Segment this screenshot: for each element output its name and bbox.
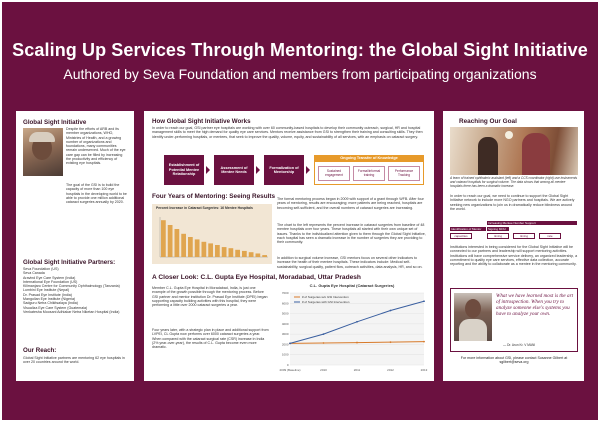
bar-H9 (215, 245, 220, 257)
line-x-tick-label: 2009 (Baseline) (279, 368, 301, 372)
partner-item: Seva Canada (23, 271, 45, 276)
bar-H10 (222, 247, 227, 257)
line-point (356, 342, 358, 344)
goal-heading: Reaching Our Goal (459, 118, 517, 125)
table-header: Increasing Mentee Number Support (487, 221, 577, 225)
results-para3: In addition to surgical volume increase, GSI mentors focus on several other indicators to increase the health of their mentee hospitals. These indicators include: Medical self-sustainability, surgical quality, patient flow, outreach activities, data analysis, HR, and so on. (277, 256, 423, 269)
bar-H6 (195, 239, 200, 257)
poster-title: Scaling Up Services Through Mentoring: the Global Sight Initiative (12, 40, 588, 60)
line-y-tick-label: 7000 (281, 291, 289, 295)
ongoing-item-1: Sustained engagement (318, 166, 350, 181)
bar-H11 (229, 248, 234, 257)
line-point (423, 300, 425, 302)
bar-chart-box (152, 204, 272, 264)
line-chart-title: C.L. Gupta Eye Hospital (Cataract Surgeries) (309, 283, 395, 288)
bar-H16 (262, 255, 267, 257)
line-point (323, 333, 325, 335)
middle-panel (144, 111, 434, 381)
works-heading: How Global Sight Initiative Works (152, 118, 251, 125)
gsi-para2: The goal of the GSI is to build the capacity of more than 100 eye hospitals in the developing world to be able to provide one million additional cataract surgeries annually by 2020. (66, 183, 127, 205)
right-panel (443, 111, 584, 381)
author-body-shape (459, 319, 487, 341)
line-y-tick-label: 6000 (281, 301, 289, 306)
results-para1: The formal mentoring process began in 2009 with support of a grant through WFB. After four years of mentoring, results are encouraging; more patients are being reached, hospitals are becoming self-sufficient, and the overall numbers of cataract surgeries are increasing. (277, 197, 424, 210)
bar-H15 (256, 253, 261, 257)
partner-item: Visualiza Eye Care System (Guatemala) (23, 305, 88, 310)
partners-heading: Global Sight Initiative Partners: (23, 259, 116, 266)
bar-H8 (208, 243, 213, 257)
bar-H1 (161, 220, 166, 257)
table-cell-1: capacities (450, 233, 472, 239)
bar-H7 (202, 242, 207, 257)
partner-item: Dr. Prasad Eye Institute (India) (23, 292, 72, 297)
bar-H14 (249, 252, 254, 257)
gsi-para1: Despite the efforts of ARB and its member organizations, WHO, Ministries of Health, and a growing number of organizations and foundations, many communities remain underserved. Much of the eye care gap can be filled by increasing the productivity and efficiency of existing eye hospitals. (66, 127, 126, 166)
left-panel (16, 111, 134, 381)
flow-arrow-1 (206, 166, 210, 174)
line-point (356, 321, 358, 323)
results-para2: The chart to the left represents the percent increase in cataract surgeries from baseline of 48 mentee hospitals over four years. These hospitals all started with their own unique set of issues. Thanks to the individualized attention given to them through the Global Sight Initiative, each hospital has seen a dramatic increase in the number of surgeries they are providing to their community. (277, 223, 426, 245)
bar-H13 (242, 251, 247, 257)
person-shape-1 (478, 137, 498, 175)
flow-step-2: Assessment of Mentee Needs (214, 155, 254, 185)
line-x-tick-label: 2012 (387, 368, 394, 372)
quote-text: What we have learned most is the art of introspection. When you try to analyze someone else's systems you have to analyze your own. (496, 293, 574, 318)
ongoing-item-3: Performance Tracking (388, 166, 420, 181)
line-x-tick-label: 2013 (420, 368, 428, 372)
bar-chart (152, 215, 272, 263)
ongoing-label: Ongoing Transfer of Knowledge (314, 155, 424, 162)
line-point (323, 342, 325, 344)
line-chart-box (276, 283, 428, 375)
flow-step-3: Formalization of Mentorship (264, 155, 304, 185)
works-text: In order to reach our goal, GSI partner eye hospitals are working with over 60 community-based hospitals to develop their community outreach, surgical, HR and hospital management skills to meet the high demand for quality eye care services. Mentors receive assistance from GSI to strengthen their training and consulting skills. They then identify under-performing hospitals, or mentees, that seek to improve the quality, volume, equity, and sustainability of all services, with an emphasis on cataract surgery. (152, 126, 423, 139)
partner-item: Kilimanjaro Centre for Community Ophthalmology (Tanzania) (23, 284, 120, 289)
lamp-shape (505, 131, 513, 139)
line-point (423, 341, 425, 343)
bar-H2 (168, 225, 173, 257)
line-x-tick-label: 2011 (353, 368, 361, 372)
partners-list (23, 267, 131, 314)
table-col-2: Signing MOU (487, 227, 509, 231)
line-y-tick-label: 4000 (281, 321, 289, 326)
bar-H4 (181, 234, 186, 257)
flow-arrow-2 (256, 166, 260, 174)
bar-chart-title: Percent Increase in Cataract Surgeries: 16 Mentee Hospitals (156, 206, 253, 210)
flow-arrow-3 (306, 166, 310, 174)
line-y-tick-label: 2000 (281, 342, 289, 347)
line-point (289, 343, 291, 345)
photo-caption: A team of trained ophthalmic assistant (left) and a CCS coordinator (right) use instruments and cataract hospitals for surgical volume. The data shows that among all mentee hospitals there has been a dramatic increase. (450, 176, 578, 188)
contact-text: For more information about GSI, please contact Susanne Gilbert at sgilbert@seva.org (460, 356, 568, 365)
table-cell-4: rate (539, 233, 561, 239)
partner-item: Seva Foundation (US) (23, 267, 59, 271)
table-cell-2: timing (487, 233, 509, 239)
partner-item: Sadguru Netra Chikitsalaya (India) (23, 301, 78, 306)
bar-H3 (175, 229, 180, 257)
closer-heading: A Closer Look: C.L. Gupta Eye Hospital, Moradabad, Uttar Pradesh (152, 274, 361, 281)
line-y-tick-label: 3000 (281, 332, 289, 337)
closer-text1: Member C.L. Gupta Eye Hospital in Moradabad, India, is just one example of the growth possible through the mentoring process. Before GSI partner and mentor institution Dr. Prasad Eye Institute (DPEI) began supporting capacity building activities with this hospital, they were performing a little over 2000 cataract surgeries a year. (152, 286, 268, 308)
reach-heading: Our Reach: (23, 347, 57, 354)
reach-text: Global Sight Initiative partners are mentoring 62 eye hospitals in over 20 countries around the world. (23, 356, 125, 365)
hat-shape (29, 132, 55, 142)
quote-box (450, 288, 578, 352)
clinic-photo (450, 127, 578, 175)
legend-label: # of Surgeries with GSI Intervention (302, 300, 350, 304)
poster-subtitle: Authored by Seva Foundation and members from participating organizations (63, 66, 537, 82)
line-chart (276, 289, 428, 375)
partner-item: Aravind Eye Care System (India) (23, 275, 76, 280)
line-y-tick-label: 5000 (281, 311, 289, 316)
partner-item: International Eye Foundation (US) (23, 279, 78, 284)
line-point (390, 310, 392, 312)
person-shape-2 (522, 133, 550, 175)
table-cell-3: timing (513, 233, 535, 239)
quote-author: — Dr. Arun Kr. V MANI (503, 343, 536, 347)
goal-text: In order to reach our goal, we need to continue to support the Global Sight Initiative network to include more NGO partners and hospitals. We are actively seeking new organizations to join us in dramatically reduce blindness around the world. (450, 194, 575, 211)
partner-item: Lumbini Eye Institute (Nepal) (23, 288, 70, 293)
table-col-1: Identification of Mentor (450, 227, 486, 231)
partner-item: Mangolian Eye Institute (Nigeria) (23, 297, 76, 302)
gsi-heading: Global Sight Initiative (23, 119, 87, 126)
child-photo (23, 128, 63, 176)
poster (2, 2, 598, 420)
bar-H5 (188, 237, 193, 257)
line-y-tick-label: 0 (286, 363, 289, 367)
line-y-tick-label: 1000 (281, 352, 289, 357)
partner-item: Venkatesha Moosani Adhiakar Netra Niketan Hospital (India) (23, 309, 120, 314)
author-photo (454, 293, 492, 341)
line-x-tick-label: 2010 (320, 368, 327, 372)
ongoing-item-2: Formal/informal training (353, 166, 385, 181)
results-heading: Four Years of Mentoring: Seeing Results (152, 193, 276, 200)
closer-text2: Four years later, with a strategic plan in place and additional support from LVPEI, CL Gupta now performs over 6000 cataract surgeries a year. When compared with the cataract surgical rate (CSR) increase in India (2% year-over-year), the results of C.L. Gupta become even more dramatic. (152, 328, 269, 350)
author-head-shape (465, 299, 481, 318)
institute-text: Institutions interested in being considered for the Global Sight Initiative will be connected to our partners and leadership will support mentoring activities. Institutions will have comprehensive service delivery, an organized leadership, a commitment to quality eye care services, effective data collection, accurate reporting and the ability to collaborate as a mentee in the mentoring community. (450, 245, 578, 267)
flow-step-1: Establishment of Potential Mentee Relationship (164, 155, 204, 185)
legend-label: # of Surgeries w/o GSI Intervention (302, 295, 349, 299)
bar-H12 (235, 250, 240, 257)
line-point (390, 341, 392, 343)
